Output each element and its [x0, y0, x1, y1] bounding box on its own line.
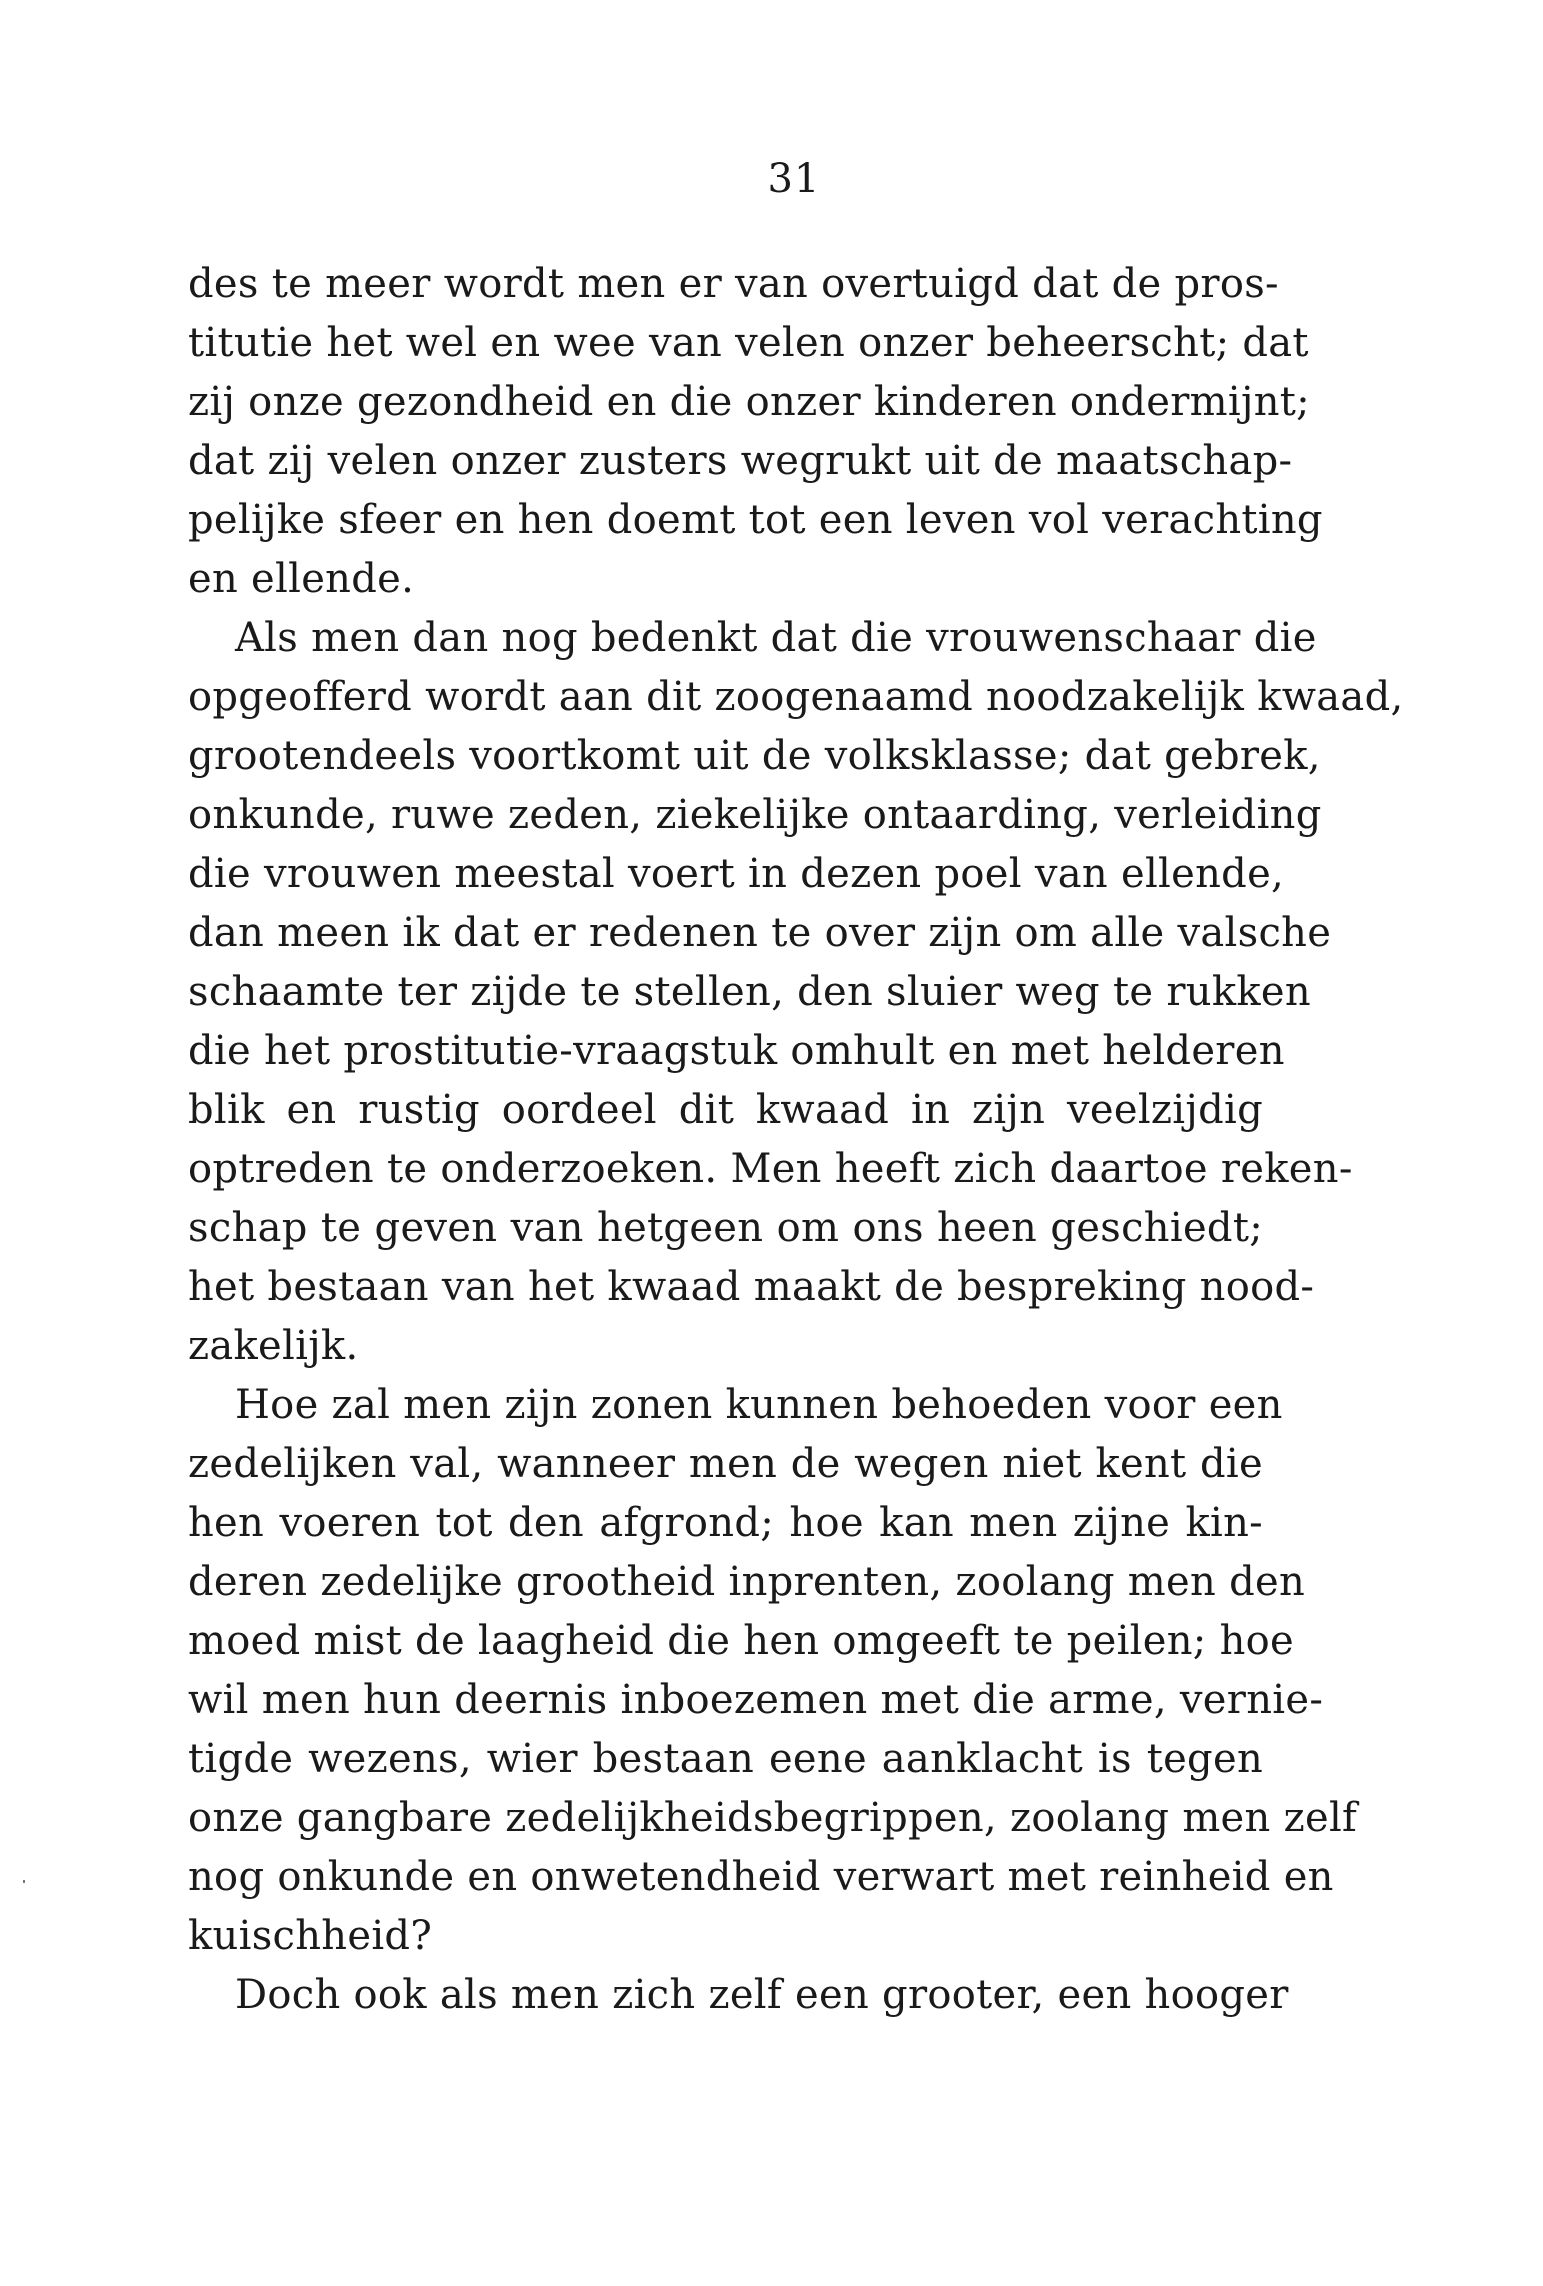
- text-line: die het prostitutie-vraagstuk omhult en met helderen: [188, 1028, 1285, 1074]
- text-line: zakelijk.: [188, 1323, 359, 1369]
- text-line: kuischheid?: [188, 1913, 433, 1959]
- text-line: moed mist de laagheid die hen omgeeft te peilen; hoe: [188, 1618, 1294, 1664]
- text-line: schap te geven van hetgeen om ons heen geschiedt;: [188, 1205, 1263, 1251]
- margin-speck: [23, 1880, 25, 1883]
- text-line: die vrouwen meestal voert in dezen poel van ellende,: [188, 851, 1285, 897]
- text-line: zij onze gezondheid en die onzer kinderen ondermijnt;: [188, 379, 1310, 425]
- text-line: nog onkunde en onwetendheid verwart met reinheid en: [188, 1854, 1334, 1900]
- text-line: dan meen ik dat er redenen te over zijn om alle valsche: [188, 910, 1332, 956]
- text-line: optreden te onderzoeken. Men heeft zich daartoe reken-: [188, 1146, 1353, 1192]
- text-line: tigde wezens, wier bestaan eene aanklacht is tegen: [188, 1736, 1263, 1782]
- text-line: grootendeels voortkomt uit de volksklasse; dat gebrek,: [188, 733, 1321, 779]
- text-line: hen voeren tot den afgrond; hoe kan men zijne kin-: [188, 1500, 1263, 1546]
- text-line: Als men dan nog bedenkt dat die vrouwenschaar die: [235, 615, 1317, 661]
- text-line: zedelijken val, wanneer men de wegen niet kent die: [188, 1441, 1263, 1487]
- text-line: het bestaan van het kwaad maakt de bespreking nood-: [188, 1264, 1315, 1310]
- text-line: titutie het wel en wee van velen onzer beheerscht; dat: [188, 320, 1309, 366]
- text-line: deren zedelijke grootheid inprenten, zoolang men den: [188, 1559, 1306, 1605]
- text-line: onkunde, ruwe zeden, ziekelijke ontaarding, verleiding: [188, 792, 1322, 838]
- text-line: Hoe zal men zijn zonen kunnen behoeden voor een: [235, 1382, 1283, 1428]
- text-line: en ellende.: [188, 556, 415, 602]
- text-line: Doch ook als men zich zelf een grooter, een hooger: [235, 1972, 1289, 2018]
- text-line: pelijke sfeer en hen doemt tot een leven vol verachting: [188, 497, 1323, 543]
- text-line: schaamte ter zijde te stellen, den sluier weg te rukken: [188, 969, 1311, 1015]
- text-line: dat zij velen onzer zusters wegrukt uit de maatschap-: [188, 438, 1293, 484]
- page-number: 31: [767, 156, 821, 202]
- text-line: wil men hun deernis inboezemen met die arme, vernie-: [188, 1677, 1324, 1723]
- text-line: blik en rustig oordeel dit kwaad in zijn veelzijdig: [188, 1087, 1263, 1133]
- text-line: onze gangbare zedelijkheidsbegrippen, zoolang men zelf: [188, 1795, 1358, 1841]
- text-line: des te meer wordt men er van overtuigd dat de pros-: [188, 261, 1279, 307]
- body-text: [188, 255, 1404, 2025]
- text-line: opgeofferd wordt aan dit zoogenaamd noodzakelijk kwaad,: [188, 674, 1404, 720]
